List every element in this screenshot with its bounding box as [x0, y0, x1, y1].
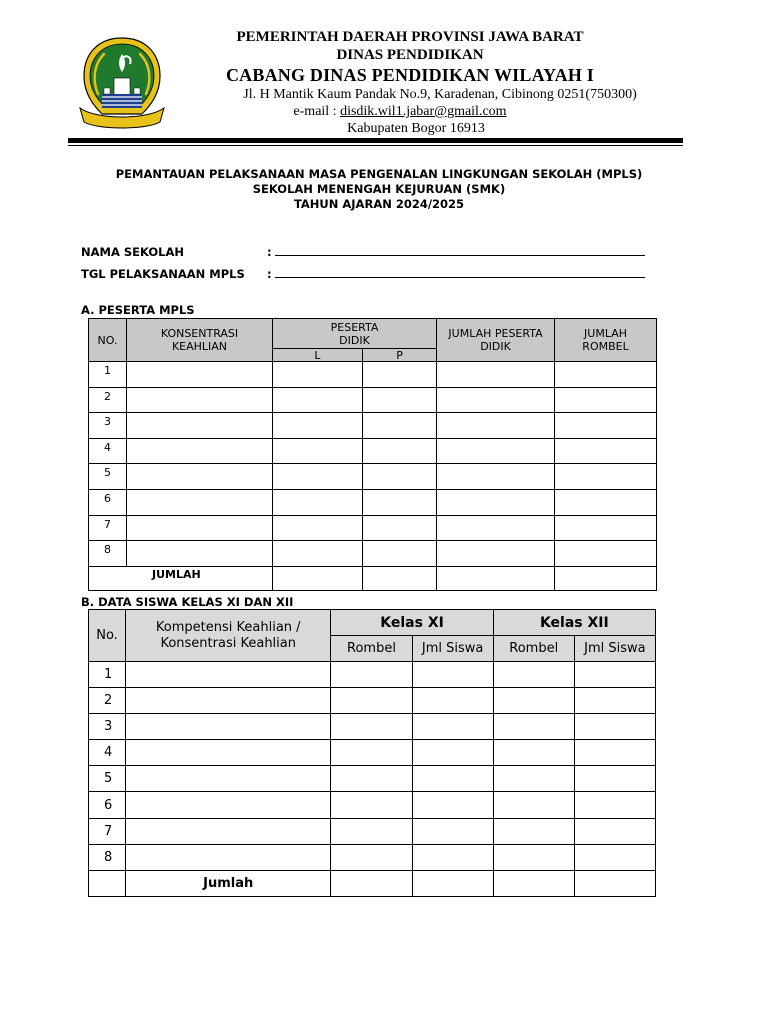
table-b-row-number: 8	[89, 844, 126, 870]
table-a-cell[interactable]	[555, 438, 657, 464]
table-a-cell[interactable]	[363, 362, 437, 388]
table-row	[89, 489, 657, 515]
table-b-cell[interactable]	[493, 766, 574, 792]
table-row	[89, 662, 656, 688]
table-a-cell[interactable]	[555, 515, 657, 541]
table-a-row-number: 4	[89, 438, 127, 464]
letterhead	[180, 28, 640, 137]
table-b-cell[interactable]	[126, 844, 331, 870]
student-data-table	[88, 609, 656, 897]
col-header-kompetensi: Kompetensi Keahlian / Konsentrasi Keahlian	[126, 610, 331, 662]
table-b-cell[interactable]	[412, 688, 493, 714]
table-a-cell[interactable]	[437, 515, 555, 541]
col-header-konsentrasi: KONSENTRASI KEAHLIAN	[127, 319, 273, 362]
table-a-cell[interactable]	[273, 515, 363, 541]
table-a-cell[interactable]	[437, 541, 555, 567]
table-b-cell[interactable]	[331, 714, 412, 740]
mpls-participants-table	[88, 318, 657, 591]
table-b-cell[interactable]	[331, 662, 412, 688]
section-b-heading: B. DATA SISWA KELAS XI DAN XII	[81, 595, 294, 609]
table-b-cell[interactable]	[331, 792, 412, 818]
table-a-cell[interactable]	[363, 387, 437, 413]
mpls-date-input-line[interactable]	[275, 267, 645, 278]
table-a-cell[interactable]	[363, 566, 437, 591]
table-b-cell[interactable]	[412, 662, 493, 688]
table-b-cell[interactable]	[574, 714, 655, 740]
table-b-cell[interactable]	[574, 844, 655, 870]
table-a-cell[interactable]	[555, 464, 657, 490]
table-b-total-label: Jumlah	[126, 870, 331, 896]
table-row	[89, 413, 657, 439]
table-b-cell[interactable]	[574, 688, 655, 714]
table-row	[89, 792, 656, 818]
table-a-cell[interactable]	[555, 541, 657, 567]
table-b-row-number: 6	[89, 792, 126, 818]
table-a-cell[interactable]	[127, 464, 273, 490]
table-a-cell[interactable]	[273, 464, 363, 490]
col-header-peserta: PESERTA DIDIK	[273, 319, 437, 349]
table-b-row-number: 4	[89, 740, 126, 766]
letterhead-city: Kabupaten Bogor 16913	[347, 121, 485, 136]
table-a-cell[interactable]	[437, 566, 555, 591]
table-a-cell[interactable]	[437, 489, 555, 515]
col-header-rombel-xi: Rombel	[331, 636, 412, 662]
email-prefix: e-mail :	[293, 104, 341, 119]
table-a-row-number: 1	[89, 362, 127, 388]
table-row	[89, 362, 657, 388]
table-a-total-label: JUMLAH	[89, 566, 273, 591]
table-b-cell[interactable]	[493, 714, 574, 740]
letterhead-rule-thin	[68, 145, 683, 146]
table-b-cell[interactable]	[493, 844, 574, 870]
table-b-cell[interactable]	[89, 870, 126, 896]
table-a-cell[interactable]	[437, 362, 555, 388]
col-header-jumlah-rombel: JUMLAH ROMBEL	[555, 319, 657, 362]
table-a-cell[interactable]	[273, 438, 363, 464]
table-b-cell[interactable]	[412, 870, 493, 896]
table-b-cell[interactable]	[574, 766, 655, 792]
col-header-l: L	[273, 349, 363, 362]
table-row	[89, 766, 656, 792]
table-b-cell[interactable]	[412, 740, 493, 766]
table-b-cell[interactable]	[331, 844, 412, 870]
table-b-cell[interactable]	[331, 740, 412, 766]
table-a-row-number: 5	[89, 464, 127, 490]
mpls-date-label: TGL PELAKSANAAN MPLS	[81, 267, 245, 281]
table-a-cell[interactable]	[363, 515, 437, 541]
table-a-cell[interactable]	[127, 362, 273, 388]
table-b-cell[interactable]	[493, 870, 574, 896]
table-a-cell[interactable]	[437, 413, 555, 439]
letterhead-department: DINAS PENDIDIKAN	[336, 47, 484, 63]
table-b-row-number: 5	[89, 766, 126, 792]
table-b-cell[interactable]	[493, 740, 574, 766]
school-name-label: NAMA SEKOLAH	[81, 245, 185, 259]
table-b-row-number: 3	[89, 714, 126, 740]
col-header-kelas-xi: Kelas XI	[331, 610, 493, 636]
table-a-cell[interactable]	[273, 541, 363, 567]
table-a-cell[interactable]	[127, 541, 273, 567]
table-row	[89, 438, 657, 464]
table-b-cell[interactable]	[574, 792, 655, 818]
table-a-cell[interactable]	[555, 566, 657, 591]
table-b-cell[interactable]	[331, 818, 412, 844]
table-a-row-number: 6	[89, 489, 127, 515]
table-a-cell[interactable]	[363, 464, 437, 490]
table-a-cell[interactable]	[273, 489, 363, 515]
table-a-cell[interactable]	[127, 515, 273, 541]
col-header-no: No.	[89, 610, 126, 662]
table-b-cell[interactable]	[412, 792, 493, 818]
title-line-3: TAHUN AJARAN 2024/2025	[293, 197, 465, 211]
col-header-no: NO.	[89, 319, 127, 362]
table-b-row-number: 1	[89, 662, 126, 688]
table-row	[89, 714, 656, 740]
table-a-cell[interactable]	[127, 387, 273, 413]
table-row	[89, 818, 656, 844]
school-name-input-line[interactable]	[275, 245, 645, 256]
letterhead-government: PEMERINTAH DAERAH PROVINSI JAWA BARAT	[236, 29, 584, 45]
table-b-cell[interactable]	[574, 818, 655, 844]
table-a-cell[interactable]	[363, 489, 437, 515]
table-row	[89, 844, 656, 870]
table-b-cell[interactable]	[493, 688, 574, 714]
table-b-cell[interactable]	[331, 766, 412, 792]
table-row	[89, 688, 656, 714]
table-b-cell[interactable]	[412, 766, 493, 792]
table-b-cell[interactable]	[412, 844, 493, 870]
table-row	[89, 387, 657, 413]
table-b-cell[interactable]	[331, 688, 412, 714]
table-row	[89, 541, 657, 567]
table-row	[89, 515, 657, 541]
table-b-cell[interactable]	[574, 870, 655, 896]
table-b-cell[interactable]	[412, 714, 493, 740]
table-b-cell[interactable]	[493, 818, 574, 844]
table-a-cell[interactable]	[437, 438, 555, 464]
table-b-cell[interactable]	[574, 662, 655, 688]
table-a-row-number: 7	[89, 515, 127, 541]
table-b-row-number: 7	[89, 818, 126, 844]
table-a-row-number: 3	[89, 413, 127, 439]
table-a-cell[interactable]	[273, 362, 363, 388]
table-b-cell[interactable]	[126, 714, 331, 740]
table-a-row-number: 8	[89, 541, 127, 567]
table-a-cell[interactable]	[437, 387, 555, 413]
table-b-row-number: 2	[89, 688, 126, 714]
table-b-cell[interactable]	[412, 818, 493, 844]
table-a-cell[interactable]	[437, 464, 555, 490]
col-header-jumlah-peserta: JUMLAH PESERTA DIDIK	[437, 319, 555, 362]
table-a-cell[interactable]	[363, 438, 437, 464]
table-a-cell[interactable]	[363, 541, 437, 567]
title-line-1: PEMANTAUAN PELAKSANAAN MASA PENGENALAN LINGKUNGAN SEKOLAH (MPLS)	[115, 167, 643, 181]
table-b-cell[interactable]	[126, 662, 331, 688]
letterhead-email-line	[180, 103, 640, 120]
col-header-kelas-xii: Kelas XII	[493, 610, 655, 636]
table-b-cell[interactable]	[126, 688, 331, 714]
table-b-cell[interactable]	[574, 740, 655, 766]
table-a-row-number: 2	[89, 387, 127, 413]
table-b-cell[interactable]	[493, 662, 574, 688]
table-b-cell[interactable]	[126, 740, 331, 766]
table-row	[89, 464, 657, 490]
table-b-cell[interactable]	[126, 766, 331, 792]
table-a-cell[interactable]	[127, 489, 273, 515]
document-title	[70, 167, 688, 212]
col-header-jml-siswa-xi: Jml Siswa	[412, 636, 493, 662]
table-a-cell[interactable]	[555, 489, 657, 515]
title-line-2: SEKOLAH MENENGAH KEJURUAN (SMK)	[252, 182, 506, 196]
table-a-cell[interactable]	[555, 362, 657, 388]
school-name-field: NAMA SEKOLAH :	[81, 245, 645, 259]
table-b-cell[interactable]	[493, 792, 574, 818]
table-a-cell[interactable]	[273, 413, 363, 439]
email-link[interactable]: disdik.wil1.jabar@gmail.com	[340, 104, 507, 119]
table-a-cell[interactable]	[555, 387, 657, 413]
letterhead-rule-thick	[68, 138, 683, 143]
table-b-cell[interactable]	[126, 818, 331, 844]
table-b-cell[interactable]	[126, 792, 331, 818]
table-a-cell[interactable]	[273, 387, 363, 413]
table-a-cell[interactable]	[273, 566, 363, 591]
section-a-heading: A. PESERTA MPLS	[81, 303, 195, 317]
table-a-cell[interactable]	[127, 438, 273, 464]
col-header-rombel-xii: Rombel	[493, 636, 574, 662]
mpls-date-field: TGL PELAKSANAAN MPLS :	[81, 267, 645, 281]
col-header-p: P	[363, 349, 437, 362]
table-b-cell[interactable]	[331, 870, 412, 896]
col-header-jml-siswa-xii: Jml Siswa	[574, 636, 655, 662]
letterhead-branch: CABANG DINAS PENDIDIKAN WILAYAH I	[225, 65, 594, 85]
table-a-cell[interactable]	[363, 413, 437, 439]
letterhead-address: Jl. H Mantik Kaum Pandak No.9, Karadenan, Cibinong 0251(750300)	[243, 87, 637, 102]
table-row	[89, 740, 656, 766]
table-a-cell[interactable]	[127, 413, 273, 439]
government-seal-logo	[76, 34, 168, 130]
table-a-cell[interactable]	[555, 413, 657, 439]
